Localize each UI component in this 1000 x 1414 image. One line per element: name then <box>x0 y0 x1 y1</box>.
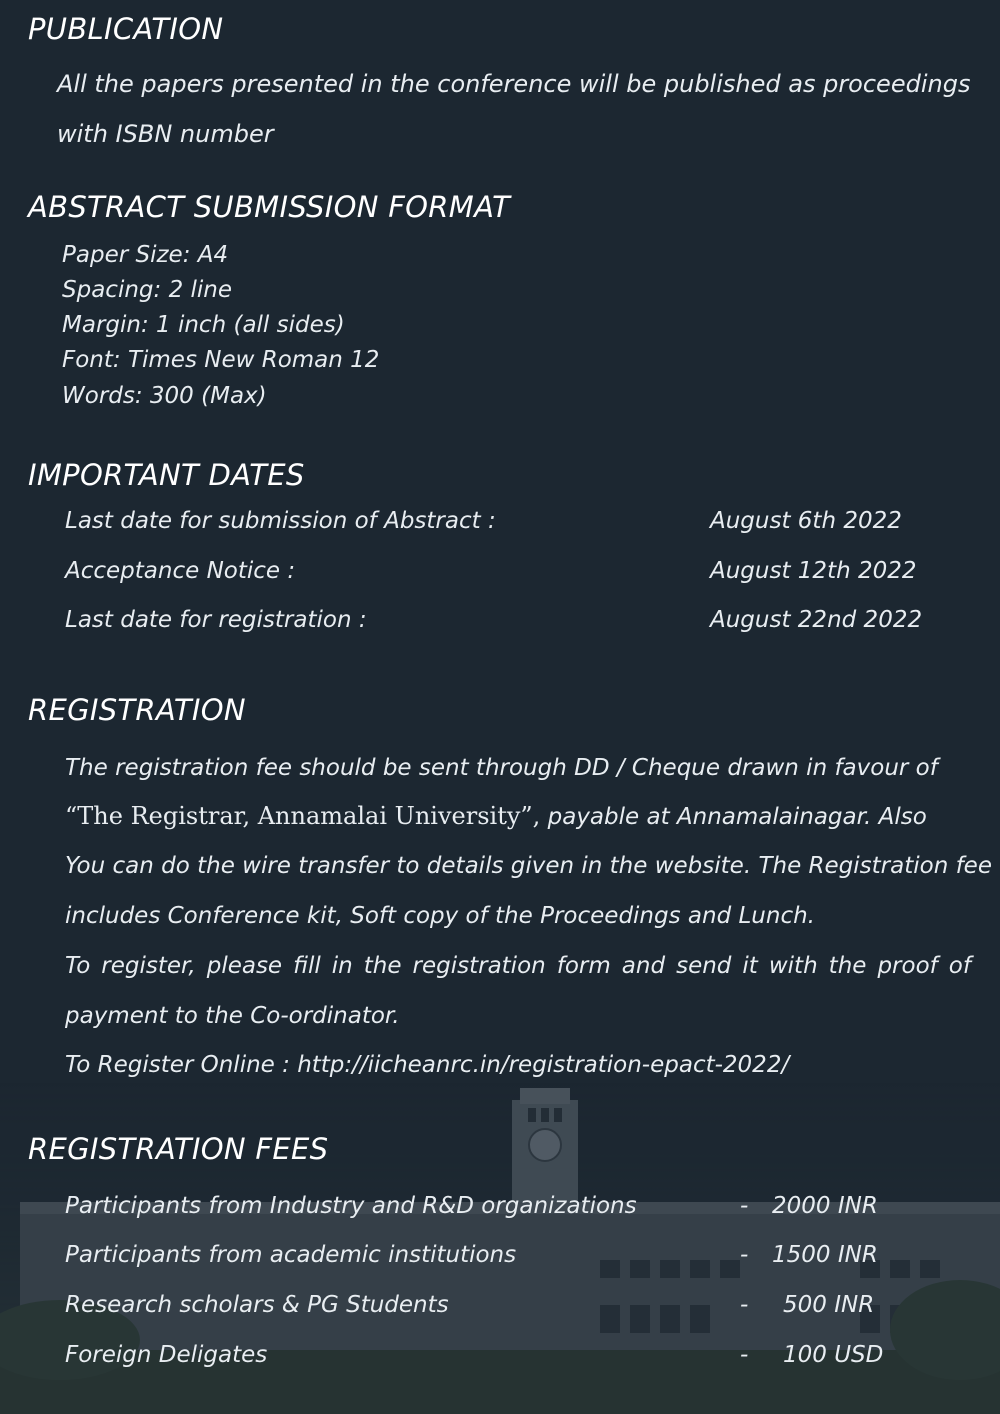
word: the <box>828 953 867 979</box>
word: it <box>742 953 758 979</box>
word: please <box>206 953 283 979</box>
publication-text-line2: with ISBN number <box>57 120 274 148</box>
publication-heading: PUBLICATION <box>28 12 224 46</box>
fee-row-amount: 100 USD <box>783 1342 884 1368</box>
fee-row-amount: 500 INR <box>783 1292 875 1318</box>
fee-row-separator: - <box>740 1242 749 1268</box>
date-row-value: August 22nd 2022 <box>710 607 923 633</box>
date-row-label: Last date for registration : <box>65 607 367 633</box>
registration-text-line5 <box>65 953 971 979</box>
fee-row-amount: 2000 INR <box>772 1193 878 1219</box>
registration-text-line6: payment to the Co-ordinator. <box>65 1003 400 1029</box>
abstract-format-item: Words: 300 (Max) <box>62 383 267 409</box>
word: fill <box>293 953 321 979</box>
word: form <box>556 953 611 979</box>
abstract-format-heading: ABSTRACT SUBMISSION FORMAT <box>28 190 511 224</box>
abstract-format-item: Font: Times New Roman 12 <box>62 347 380 373</box>
date-row-label: Last date for submission of Abstract : <box>65 508 496 534</box>
word: registration <box>412 953 546 979</box>
fee-row-separator: - <box>740 1292 749 1318</box>
fee-row-separator: - <box>740 1342 749 1368</box>
registration-text-line1: The registration fee should be sent through DD / Cheque drawn in favour of <box>65 755 938 781</box>
abstract-format-item: Margin: 1 inch (all sides) <box>62 312 345 338</box>
fee-row-label: Participants from Industry and R&D organizations <box>65 1193 637 1219</box>
registration-text-line2-rest: payable at Annamalainagar. Also <box>547 804 927 830</box>
date-row-value: August 12th 2022 <box>710 558 917 584</box>
abstract-format-item: Paper Size: A4 <box>62 242 229 268</box>
word: send <box>676 953 732 979</box>
registration-fees-heading: REGISTRATION FEES <box>28 1132 329 1166</box>
word: the <box>363 953 402 979</box>
word: register, <box>101 953 196 979</box>
fee-row-label: Research scholars & PG Students <box>65 1292 449 1318</box>
date-row-label: Acceptance Notice : <box>65 558 296 584</box>
registration-text-line4: includes Conference kit, Soft copy of the Proceedings and Lunch. <box>65 903 815 929</box>
fee-row-label: Foreign Deligates <box>65 1342 268 1368</box>
date-row-value: August 6th 2022 <box>710 508 902 534</box>
word: and <box>621 953 666 979</box>
word: of <box>948 953 971 979</box>
registration-text-line3: You can do the wire transfer to details given in the website. The Registration fee <box>65 853 992 879</box>
fee-row-separator: - <box>740 1193 749 1219</box>
registration-heading: REGISTRATION <box>28 693 246 727</box>
abstract-format-item: Spacing: 2 line <box>62 277 233 303</box>
registration-text-line2 <box>65 802 927 830</box>
publication-text-line1: All the papers presented in the conference will be published as proceedings <box>57 70 971 98</box>
important-dates-heading: IMPORTANT DATES <box>28 458 305 492</box>
word: To <box>65 953 91 979</box>
word: in <box>331 953 353 979</box>
word: with <box>768 953 818 979</box>
registrar-name: “The Registrar, Annamalai University”, <box>65 802 541 830</box>
fee-row-label: Participants from academic institutions <box>65 1242 517 1268</box>
registration-online-link[interactable]: To Register Online : http://iicheanrc.in/registration-epact-2022/ <box>65 1052 790 1078</box>
fee-row-amount: 1500 INR <box>772 1242 878 1268</box>
word: proof <box>877 953 938 979</box>
